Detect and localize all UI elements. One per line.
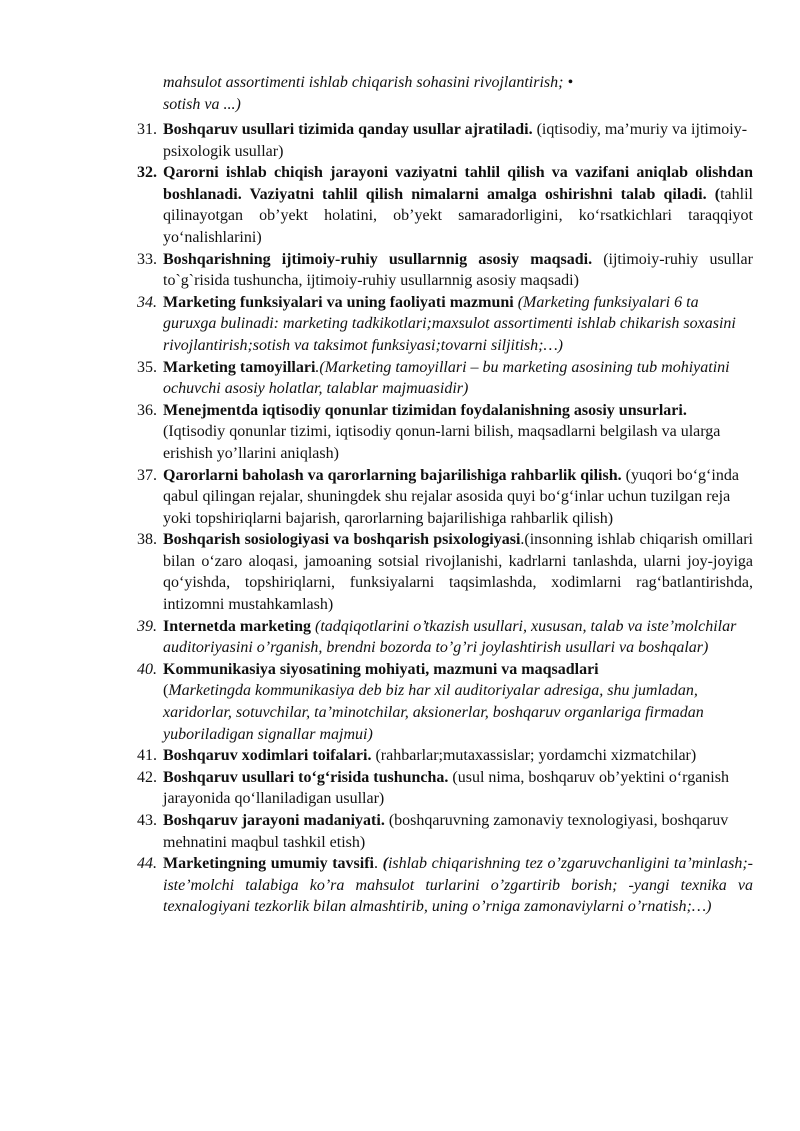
list-item-44 xyxy=(137,853,753,918)
item-question: Marketing funksiyalari va uning faoliyati mazmuni xyxy=(163,293,514,311)
item-answer: (rahbarlar;mutaxassislar; yordamchi xizmatchilar) xyxy=(371,747,697,765)
list-item-39 xyxy=(137,616,753,659)
item-question: Boshqaruv xodimlari toifalari. xyxy=(163,747,372,765)
continuation-line: sotish va ...) xyxy=(163,95,241,113)
list-item-38 xyxy=(137,529,753,615)
item-answer: (ijtimoiy-ruhiy usullar to`g`risida tushuncha, ijtimoiy-ruhiy usullarnnig asosiy maqsadi) xyxy=(163,250,753,290)
item-answer: (Iqtisodiy qonunlar tizimi, iqtisodiy qonun-larni bilish, maqsadlarni belgilash va ularga erishish yo’llarini aniqlash) xyxy=(163,423,721,462)
item-answer-open-paren: ( xyxy=(163,682,169,700)
item-question: Boshqaruv jarayoni madaniyati. xyxy=(163,812,385,829)
list-item-33 xyxy=(137,249,753,292)
item-question: Boshqarishning ijtimoiy-ruhiy usullarnnig asosiy maqsadi. xyxy=(163,250,593,268)
item-number: 36. xyxy=(137,401,157,419)
list-item-36 xyxy=(137,400,753,465)
item-answer: ishlab chiqarishning tez o’zgaruvchanligini ta’minlash;-iste’molchi talabiga ko’ra mahsulot turlarini o’zgartirib borish; -yangi texnika va texnalogiyani tezkorlik bilan almashtirib, uning o’rniga zamonaviylarni o’rnatish;…) xyxy=(163,855,753,916)
question-list xyxy=(137,119,753,918)
item-answer: tahlil qilinayotgan ob’yekt holatini, ob’yekt samaradorligini, ko‘rsatkichlari taraqqiyot yo‘nalishlarini) xyxy=(163,185,753,246)
item-question: Kommunikasiya siyosatining mohiyati, mazmuni va maqsadlari xyxy=(163,660,599,678)
item-answer: (yuqori bo‘g‘inda qabul qilingan rejalar, shuningdek shu rejalar asosida quyi bo‘g‘inlar uchun tuzilgan reja yoki topshiriqlarni bajarish, qarorlarning bajarilishiga rahbarlik qilish) xyxy=(163,466,739,527)
item-number: 44. xyxy=(137,855,157,873)
continuation-text xyxy=(163,72,753,115)
list-item-42 xyxy=(137,767,753,810)
continuation-line: mahsulot assortimenti ishlab chiqarish sohasini rivojlantirish; • xyxy=(163,74,574,91)
item-number: 38. xyxy=(137,531,157,549)
item-number: 34. xyxy=(137,293,157,311)
item-number: 41. xyxy=(137,747,157,765)
item-question: Qarorlarni baholash va qarorlarning bajarilishiga rahbarlik qilish. xyxy=(163,466,622,484)
item-question: Menejmentda iqtisodiy qonunlar tizimidan foydalanishning asosiy unsurlari. xyxy=(163,401,687,419)
item-answer: (tadqiqotlarini o’tkazish usullari, xususan, talab va iste’molchilar auditoriyasini o’rganish, brendni bozorda to’g’ri joylashtirish usullari va boshqalar) xyxy=(163,617,737,657)
item-answer: Marketingda kommunikasiya deb biz har xil auditoriyalar adresiga, shu jumladan, xaridorlar, sotuvchilar, ta’minotchilar, aksionerlar, boshqaruv organlariga firmadan yuboriladigan signallar majmui) xyxy=(163,682,704,743)
item-number: 33. xyxy=(137,250,157,268)
item-number: 42. xyxy=(137,768,157,786)
item-number: 35. xyxy=(137,358,157,376)
list-item-37 xyxy=(137,465,753,530)
list-item-32 xyxy=(137,162,753,248)
list-item-43 xyxy=(137,810,753,853)
item-question: Marketing tamoyillari xyxy=(163,358,316,376)
item-answer: (usul nima, boshqaruv ob’yektini o‘rganish jarayonida qo‘llaniladigan usullar) xyxy=(163,768,729,808)
item-question: Marketingning umumiy tavsifi xyxy=(163,855,374,873)
item-sep: . xyxy=(374,855,383,873)
item-answer: (boshqaruvning zamonaviy texnologiyasi, boshqaruv mehnatini maqbul tashkil etish) xyxy=(163,812,729,851)
item-number: 37. xyxy=(137,466,157,484)
item-number: 40. xyxy=(137,660,157,678)
item-question: Boshqarish sosiologiyasi va boshqarish psixologiyasi xyxy=(163,531,521,549)
list-item-35 xyxy=(137,357,753,400)
list-item-31 xyxy=(137,119,753,162)
item-question: Boshqaruv usullari tizimida qanday usullar ajratiladi. xyxy=(163,121,533,138)
item-answer-open-paren: ( xyxy=(382,855,388,873)
item-number: 31. xyxy=(137,121,157,138)
item-answer: (iqtisodiy, ma’muriy va ijtimoiy-psixologik usullar) xyxy=(163,121,748,160)
list-item-34 xyxy=(137,292,753,357)
item-number: 43. xyxy=(137,812,157,829)
item-answer: (Marketing funksiyalari 6 ta guruxga bulinadi: marketing tadkikotlari;maxsulot assortimenti ishlab chikarish soxasini rivojlantirish;sotish va taksimot funksiyasi;tovarni siljitish;…) xyxy=(163,293,736,354)
item-question: Boshqaruv usullari to‘g‘risida tushuncha. xyxy=(163,768,449,786)
item-number: 39. xyxy=(137,617,157,635)
item-question: Qarorni ishlab chiqish jarayoni vaziyatni tahlil qilish va vazifani aniqlab olishdan boshlanadi. Vaziyatni tahlil qilish nimalarni amalga oshirishni talab qiladi. ( xyxy=(163,164,753,203)
item-answer: .(Marketing tamoyillari – bu marketing asosining tub mohiyatini ochuvchi asosiy holatlar, talablar majmuasidir) xyxy=(163,358,730,398)
list-item-41 xyxy=(137,745,753,767)
item-answer: .(insonning ishlab chiqarish omillari bilan o‘zaro aloqasi, jamoaning sotsial rivojlanishi, kadrlarni tanlashda, ularni joy-joyiga qo‘yishda, topshiriqlarni, funksiyalarni taqsimlashda, xodimlarni rag‘batlantirishda, intizomni mustahkamlash) xyxy=(163,531,754,614)
item-question: Internetda marketing xyxy=(163,617,311,635)
list-item-40 xyxy=(137,659,753,745)
item-number: 32. xyxy=(137,164,157,182)
